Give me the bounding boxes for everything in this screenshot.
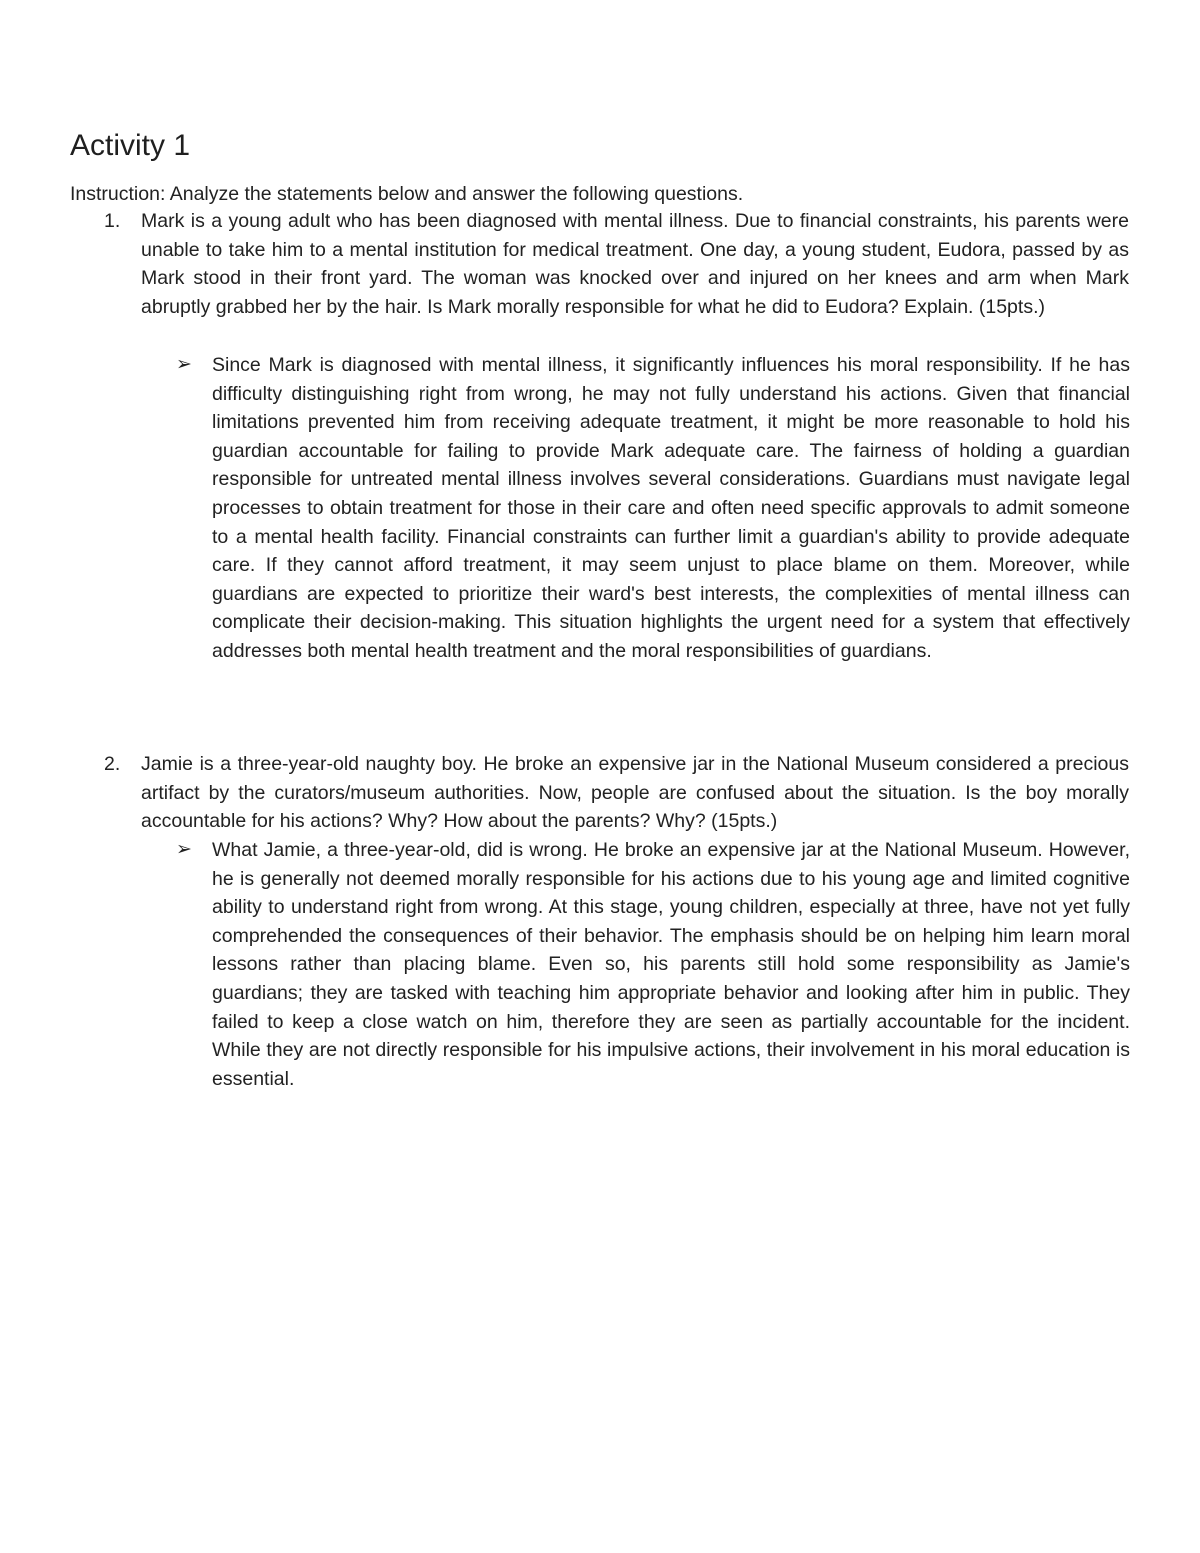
question-number: 2. [104, 753, 121, 775]
question-number: 1. [104, 210, 121, 232]
arrow-bullet-icon: ➢ [176, 354, 192, 375]
answer-text: Since Mark is diagnosed with mental illness, it significantly influences his moral responsibility. If he has difficulty distinguishing right from wrong, he may not fully understand his actions. Given that financial limitations prevented him from receiving adequate treatment, it might be more reasonable to hold his guardian accountable for failing to provide Mark adequate care. The fairness of holding a guardian responsible for untreated mental illness involves several considerations. Guardians must navigate legal processes to obtain treatment for those in their care and often need specific approvals to admit someone to a mental health facility. Financial constraints can further limit a guardian's ability to provide adequate care. If they cannot afford treatment, it may seem unjust to place blame on them. Moreover, while guardians are expected to prioritize their ward's best interests, the complexities of mental illness can complicate their decision-making. This situation highlights the urgent need for a system that effectively addresses both mental health treatment and the moral responsibilities of guardians. [212, 354, 1130, 662]
answer-text: What Jamie, a three-year-old, did is wrong. He broke an expensive jar at the National Museum. However, he is generally not deemed morally responsible for his actions due to his young age and limited cognitive ability to understand right from wrong. At this stage, young children, especially at three, have not yet fully comprehended the consequences of their behavior. The emphasis should be on helping him learn moral lessons rather than placing blame. Even so, his parents still hold some responsibility as Jamie's guardians; they are tasked with teaching him appropriate behavior and looking after him in public. They failed to keep a close watch on him, therefore they are seen as partially accountable for the incident. While they are not directly responsible for his impulsive actions, their involvement in his moral education is essential. [212, 839, 1130, 1090]
page-title: Activity 1 [70, 129, 191, 162]
question-text: Jamie is a three-year-old naughty boy. He broke an expensive jar in the National Museum considered a precious artifact by the curators/museum authorities. Now, people are confused about the situation. Is the boy morally accountable for his actions? Why? How about the parents? Why? (15pts.) [141, 753, 1129, 833]
arrow-bullet-icon: ➢ [176, 839, 192, 860]
question-text: Mark is a young adult who has been diagnosed with mental illness. Due to financial constraints, his parents were unable to take him to a mental institution for medical treatment. One day, a young student, Eudora, passed by as Mark stood in their front yard. The woman was knocked over and injured on her knees and arm when Mark abruptly grabbed her by the hair. Is Mark morally responsible for what he did to Eudora? Explain. (15pts.) [141, 210, 1129, 318]
instruction-text: Instruction: Analyze the statements below and answer the following questions. [70, 183, 744, 205]
